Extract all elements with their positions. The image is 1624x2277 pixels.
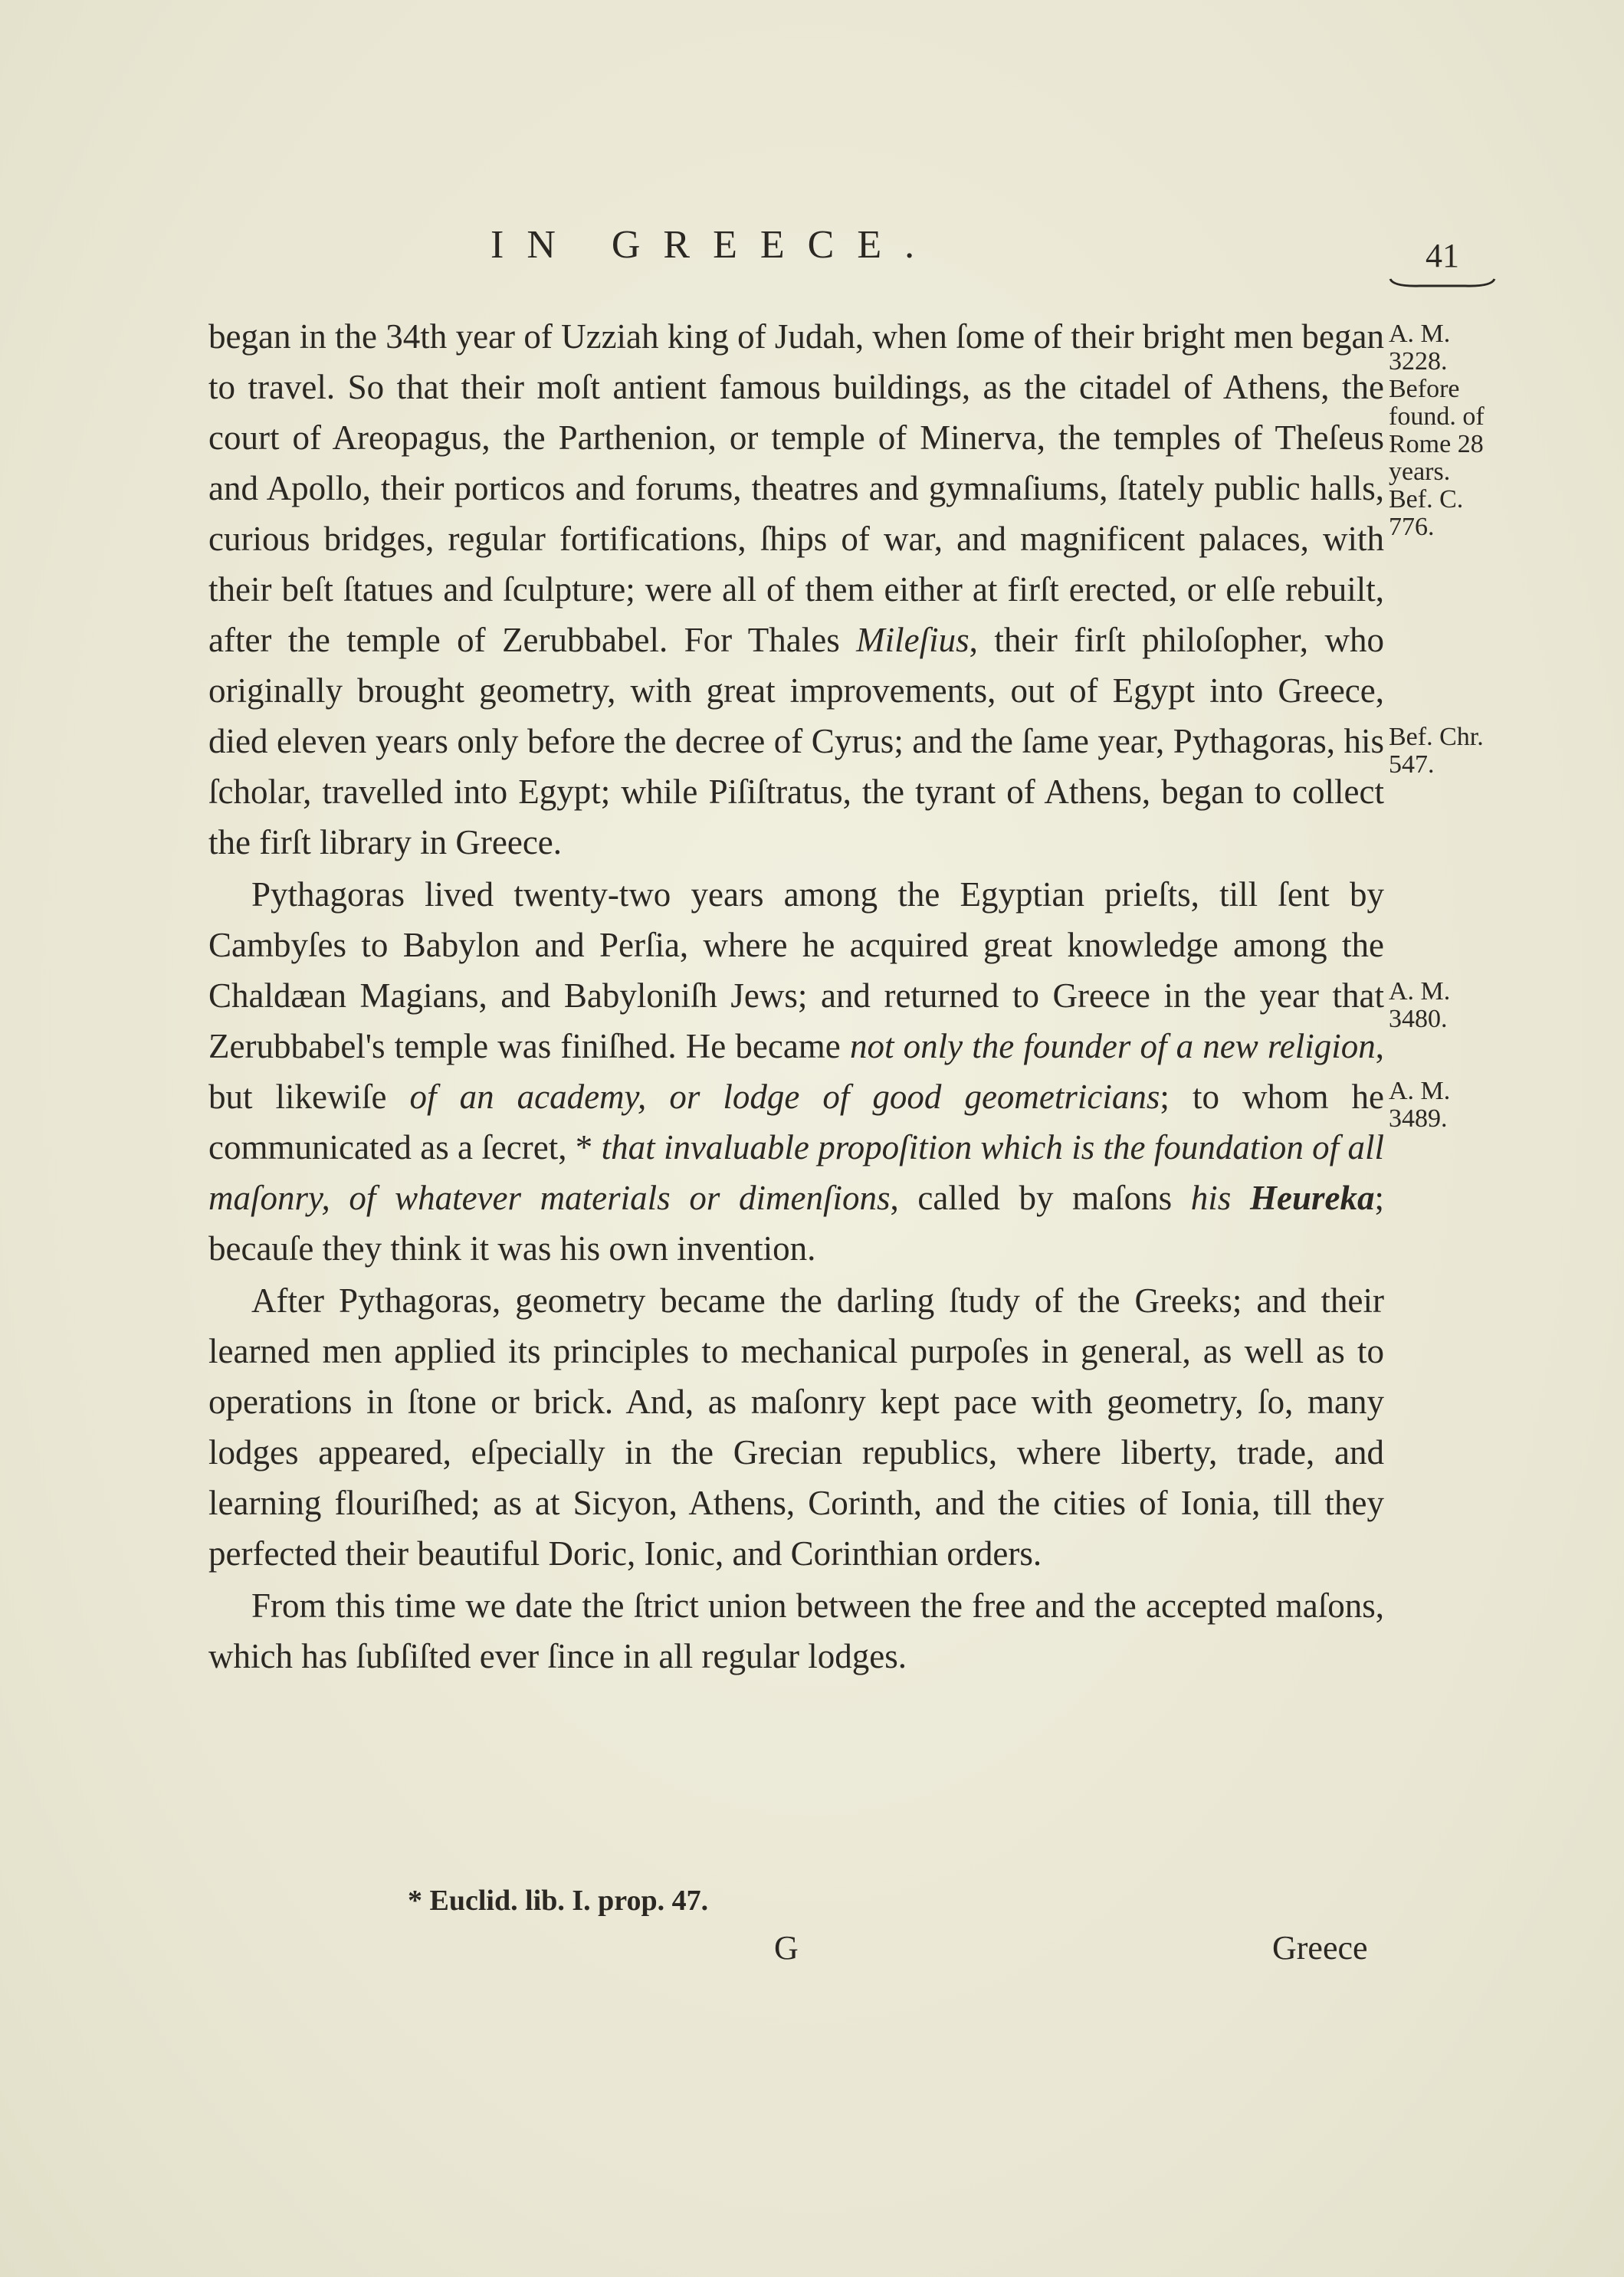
- paragraph-2-text-g: , called by maſons: [890, 1179, 1191, 1217]
- footnote: * Euclid. lib. I. prop. 47.: [408, 1885, 709, 1917]
- paragraph-1-text-a: began in the 34th year of Uzziah king of Judah, when ſome of their bright men began to travel. So that their moſt antient famous buildings, as the citadel of Athens, the court of Areopagus, the Parthenion, or temple of Minerva, the temples of Theſeus and Apollo, their porticos and forums, theatres and gymnaſiums, ſtately public halls, curious bridges, regular fortifications, ſhips of war, and magnificent palaces, with their beſt ſtatues and ſculpture; were all of them either at firſt erected, or elſe rebuilt, after the temple of Zerubbabel. For Thales: [208, 317, 1384, 659]
- paragraph-2-text-c: , but likewiſe: [208, 1027, 1384, 1116]
- paragraph-2-italic-b: not only the founder of a new religion: [849, 1027, 1376, 1065]
- paragraph-4: From this time we date the ſtrict union between the free and the accepted maſons, which has ſubſiſted ever ſince in all regular lodges.: [208, 1586, 1384, 1675]
- paragraph-1-text-c: , their firſt philoſopher, who originally brought geometry, with great improvements, out of Egypt into Greece, died eleven years only before the decree of Cyrus; and the ſame year, Pythagoras, his ſcholar, travelled into Egypt; while Piſiſtratus, the tyrant of Athens, began to collect the firſt library in Greece.: [208, 621, 1384, 861]
- paragraph-2: [208, 869, 1384, 1274]
- margin-note-am-3228: A. M. 3228. Before found. of Rome 28 years. Bef. C. 776.: [1389, 320, 1485, 541]
- paragraph-2-italic-d: of an academy, or lodge of good geometricians: [409, 1078, 1160, 1116]
- paragraph-2-italic-h: his: [1190, 1179, 1250, 1217]
- margin-note-am-3480: A. M. 3480.: [1389, 977, 1451, 1033]
- page-number-bracket: [1389, 277, 1496, 288]
- margin-note-bef-chr-547: Bef. Chr. 547.: [1389, 723, 1484, 779]
- signature-mark: G: [774, 1929, 799, 1967]
- paragraph-2-text-e: ; to whom he communicated as a ſecret, *: [208, 1078, 1384, 1166]
- running-head: IN GREECE.: [490, 223, 938, 267]
- page-number: 41: [1426, 237, 1459, 274]
- margin-note-am-3489: A. M. 3489.: [1389, 1077, 1451, 1133]
- paragraph-1: [208, 311, 1384, 868]
- paragraph-1-italic: Mileſius: [856, 621, 969, 659]
- body-text: [208, 311, 1384, 1683]
- paragraph-2-italic-f: that invaluable propoſition which is the foundation of all maſonry, of whatever materials or dimenſions: [208, 1128, 1384, 1217]
- paragraph-2-text-j: ; becauſe they think it was his own invention.: [208, 1179, 1384, 1268]
- catchword: Greece: [1272, 1929, 1368, 1967]
- paragraph-3: After Pythagoras, geometry became the darling ſtudy of the Greeks; and their learned men applied its principles to mechanical purpoſes in general, as well as to operations in ſtone or brick. And, as maſonry kept pace with geometry, ſo, many lodges appeared, eſpecially in the Grecian republics, where liberty, trade, and learning flouriſhed; as at Sicyon, Athens, Corinth, and the cities of Ionia, till they perfected their beautiful Doric, Ionic, and Corinthian orders.: [208, 1281, 1384, 1573]
- paragraph-2-text-a: Pythagoras lived twenty-two years among the Egyptian prieſts, till ſent by Cambyſes to Babylon and Perſia, where he acquired great knowledge among the Chaldæan Magians, and Babyloniſh Jews; and returned to Greece in the year that Zerubbabel's temple was finiſhed. He became: [208, 875, 1384, 1065]
- paragraph-2-heureka: Heureka: [1249, 1179, 1375, 1217]
